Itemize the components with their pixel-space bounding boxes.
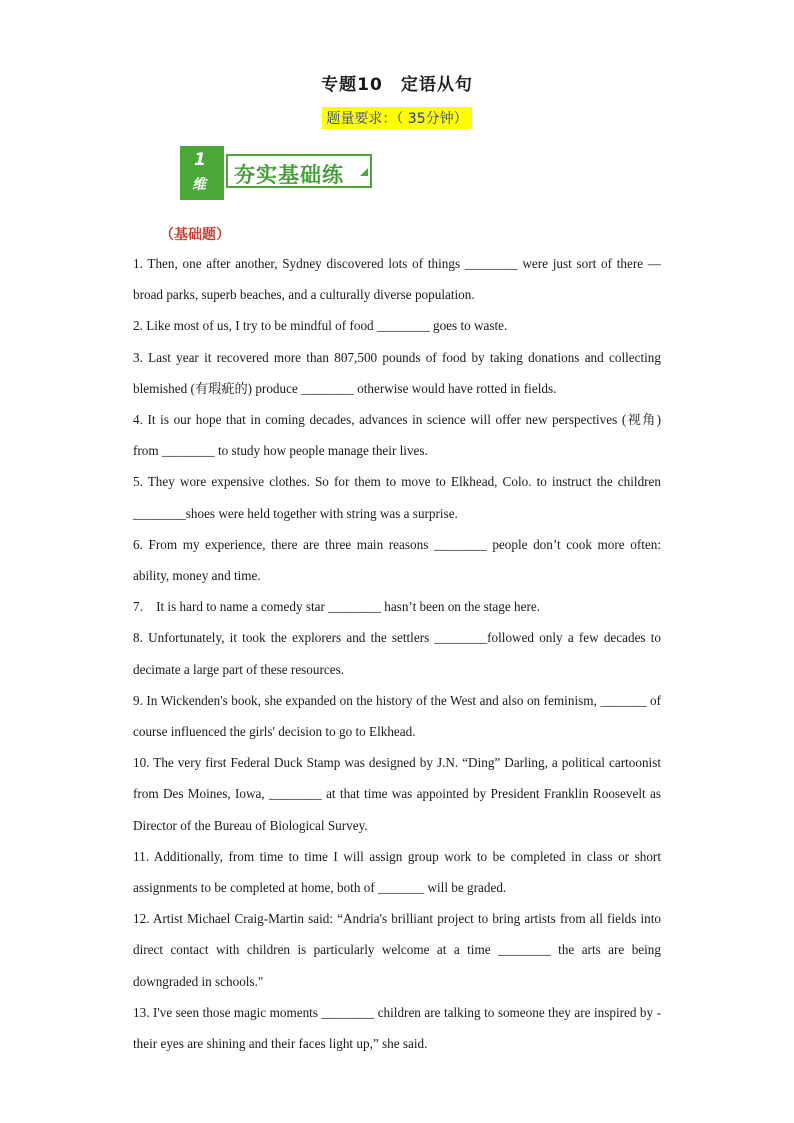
banner-number-block <box>180 146 224 200</box>
question-2: 2. Like most of us, I try to be mindful of food ________ goes to waste. <box>133 318 508 334</box>
time-requirement-wrap <box>0 107 794 129</box>
banner-label: 夯实基础练 <box>234 163 344 187</box>
section-label: （基础题） <box>160 227 230 243</box>
banner-label-box <box>226 154 372 188</box>
question-6: 6. From my experience, there are three main reasons ________ people don’t cook more often: ability, money and time. <box>133 536 661 584</box>
question-3: 3. Last year it recovered more than 807,500 pounds of food by taking donations and collecting blemished (有瑕疵的) produce ________ otherwise would have rotted in fields. <box>133 349 661 396</box>
question-13: 13. I've seen those magic moments ________ children are talking to someone they are inspired by - their eyes are shining and their faces light up,” she said. <box>133 1004 661 1052</box>
page-title: 专题10 定语从句 <box>321 75 473 95</box>
question-10: 10. The very first Federal Duck Stamp was designed by J.N. “Ding” Darling, a political cartoonist from Des Moines, Iowa, ________ at that time was appointed by President Franklin Roosevelt as Director of the Bureau of Biological Survey. <box>133 755 661 833</box>
question-12: 12. Artist Michael Craig-Martin said: “Andria's brilliant project to bring artists from all fields into direct contact with children is particularly welcome at a time ________ the arts are being downgraded in schools." <box>133 911 661 989</box>
section-banner <box>180 146 376 200</box>
time-requirement: 题量要求：（ 35分钟） <box>322 107 471 129</box>
question-7: 7. It is hard to name a comedy star ________ hasn’t been on the stage here. <box>133 599 540 615</box>
question-5: 5. They wore expensive clothes. So for them to move to Elkhead, Colo. to instruct the children ________shoes were held together with string was a surprise. <box>133 474 661 521</box>
banner-corner-icon <box>360 168 368 176</box>
question-8: 8. Unfortunately, it took the explorers and the settlers ________followed only a few decades to decimate a large part of these resources. <box>133 630 661 677</box>
banner-number-suffix: 维 <box>192 177 206 193</box>
question-9: 9. In Wickenden's book, she expanded on the history of the West and also on feminism, _______ of course influenced the girls' decision to go to Elkhead. <box>133 692 661 740</box>
question-11: 11. Additionally, from time to time I will assign group work to be completed in class or short assignments to be completed at home, both of _______ will be graded. <box>133 848 661 896</box>
question-list <box>133 248 661 1059</box>
question-4: 4. It is our hope that in coming decades, advances in science will offer new perspectives (视角) from ________ to study how people manage their lives. <box>133 412 661 459</box>
question-1: 1. Then, one after another, Sydney discovered lots of things ________ were just sort of there — broad parks, superb beaches, and a culturally diverse population. <box>133 256 661 303</box>
banner-number: 1 <box>194 150 206 170</box>
